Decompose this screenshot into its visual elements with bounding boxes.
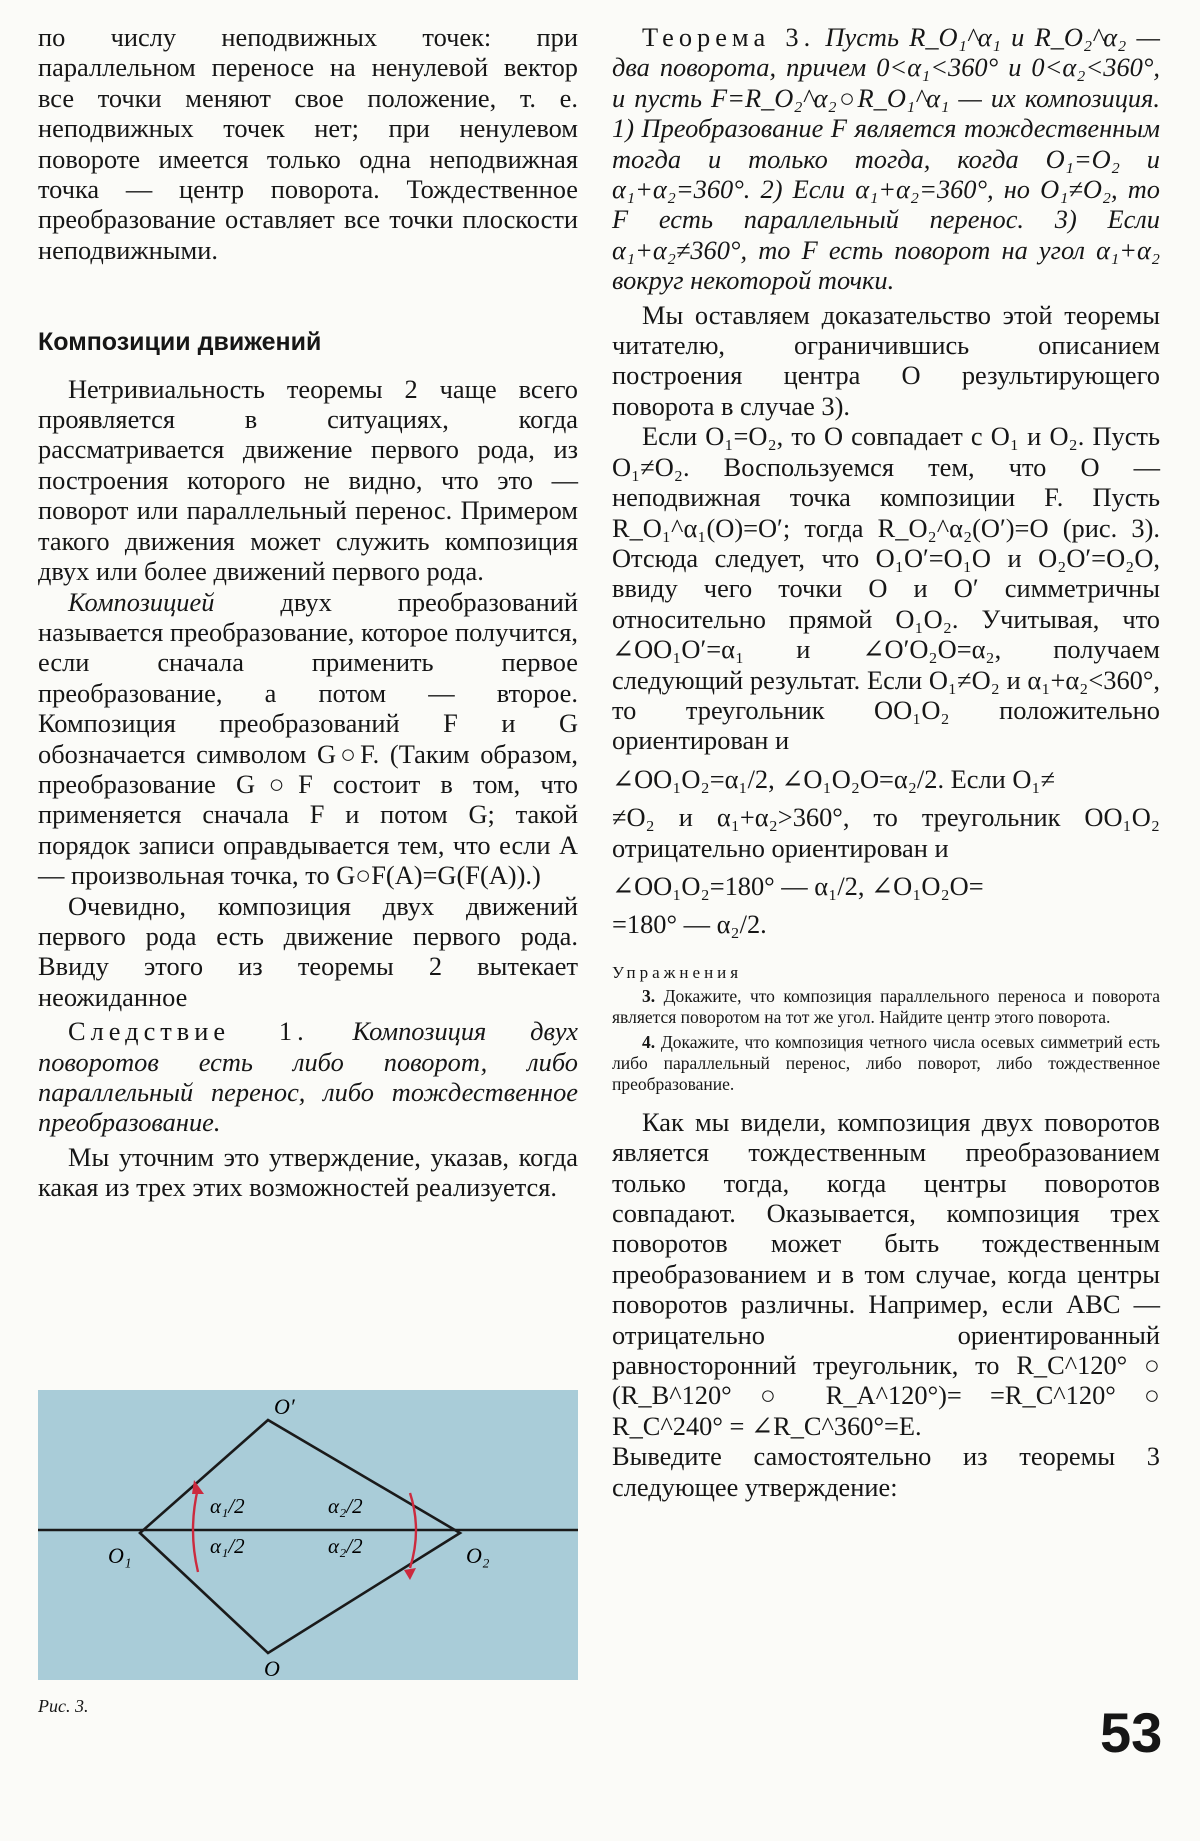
paragraph-composition-definition: Композицией двух преобразований называется преобразование, которое получится, если сначала применить первое преобразование, а потом — второе. Композиция преобразований F и G обозначается символом G○F. (Таким образом, преобразование G○F состоит в том, что применяется сначала F и потом G; такой порядок записи оправдывается тем, что если A — произвольная точка, то G○F(A)=G(F(A)).) — [38, 586, 578, 891]
figure-rotation-diagram — [38, 1390, 578, 1680]
paragraph-proof-left: Мы оставляем доказательство этой теоремы читателю, ограничившись описанием построения центра O результирующего поворота в случае 3). — [612, 299, 1160, 421]
paragraph-construction: Если O₁=O₂, то O совпадает с O₁ и O₂. Пусть O₁≠O₂. Воспользуемся тем, что O — неподвижная точка композиции F. Пусть R_O₁^α₁(O)=O′; тогда R_O₂^α₂(O′)=O (рис. 3). Отсюда следует, что O₁O′=O₁O и O₂O′=O₂O, ввиду чего точки O и O′ симметричны относительно прямой O₁O₂. Учитывая, что ∠OO₁O′=α₁ и ∠O′O₂O=α₂, получаем следующий результат. Если O₁≠O₂ и α₁+α₂<360°, то треугольник OO₁O₂ положительно ориентирован и — [612, 421, 1160, 756]
label-a1-top: α₁/2 — [210, 1494, 245, 1518]
paragraph-obvious: Очевидно, композиция двух движений первого рода есть движение первого рода. Ввиду этого из теоремы 2 вытекает неожиданное — [38, 890, 578, 1012]
section-heading: Композиции движений — [38, 328, 322, 357]
formula-line-3: ∠OO₁O₂=180° — α₁/2, ∠O₁O₂O= — [612, 870, 984, 901]
right-column — [612, 22, 1160, 1502]
theorem-label: Теорема 3. — [642, 22, 816, 52]
label-O: O — [264, 1656, 280, 1680]
label-a2-top: α₂/2 — [328, 1494, 363, 1518]
exercises-title: Упражнения — [612, 962, 743, 982]
label-O1: O₁ — [108, 1543, 132, 1568]
exercise-4: 4. Докажите, что композиция четного числа осевых симметрий есть либо параллельный перенос, либо поворот, либо тождественное преобразование. — [612, 1031, 1160, 1094]
theorem-3: Теорема 3. Пусть R_O₁^α₁ и R_O₂^α₂ — два поворота, причем 0<α₁<360° и 0<α₂<360°, и пусть F=R_O₂^α₂○R_O₁^α₁ — их композиция. 1) Преобразование F является тождественным тогда и только тогда, когда O₁=O₂ и α₁+α₂=360°. 2) Если α₁+α₂=360°, но O₁≠O₂, то F есть параллельный перенос. 3) Если α₁+α₂≠360°, то F есть поворот на угол α₁+α₂ вокруг некоторой точки. — [612, 22, 1161, 296]
term-composition: Композицией — [68, 586, 215, 617]
corollary-label: Следствие 1. — [68, 1016, 309, 1047]
label-a2-bottom: α₂/2 — [328, 1534, 363, 1558]
label-O-prime: O′ — [274, 1394, 295, 1419]
page-number: 53 — [1100, 1701, 1163, 1764]
paragraph-derive: Выведите самостоятельно из теоремы 3 следующее утверждение: — [612, 1441, 1160, 1502]
formula-line-2: ≠O₂ и α₁+α₂>360°, то треугольник OO₁O₂ отрицательно ориентирован и — [612, 802, 1160, 863]
label-a1-bottom: α₁/2 — [210, 1534, 245, 1558]
paragraph-refine: Мы уточним это утверждение, указав, когда какая из трех этих возможностей реализуется. — [38, 1141, 578, 1203]
corollary: Следствие 1. Композиция двух поворотов есть либо поворот, либо параллельный перенос, либо тождественное преобразование. — [38, 1016, 579, 1138]
arc-alpha2-arrow — [404, 1568, 416, 1580]
left-column — [38, 22, 578, 1203]
formula-line-1: ∠OO₁O₂=α₁/2, ∠O₁O₂O=α₂/2. Если O₁≠ — [612, 763, 1056, 794]
rhombus — [140, 1420, 460, 1653]
paragraph-fixed-points: по числу неподвижных точек: при параллельном переносе на ненулевой вектор все точки меняют свое положение, т. е. неподвижных точек нет; при ненулевом повороте имеется только одна неподвижная точка — центр поворота. Тождественное преобразование оставляет все точки плоскости неподвижными. — [38, 22, 578, 265]
paragraph-three-rotations: Как мы видели, композиция двух поворотов является тождественным преобразованием только тогда, когда центры поворотов совпадают. Оказывается, композиция трех поворотов может быть тождественным преобразованием и в том случае, когда центры поворотов различны. Например, если ABC — отрицательно ориентированный равносторонний треугольник, то R_C^120° ○ (R_B^120° ○ R_A^120°)= =R_C^120° ○ R_C^240° = ∠R_C^360°=E. — [612, 1106, 1160, 1441]
paragraph-nontriviality: Нетривиальность теоремы 2 чаще всего проявляется в ситуациях, когда рассматривается движение первого рода, из построения которого не видно, что это — поворот или параллельный перенос. Примером такого движения может служить композиция двух или более движений первого рода. — [38, 373, 578, 587]
formula-line-4: =180° — α₂/2. — [612, 909, 767, 940]
figure-caption: Рис. 3. — [38, 1696, 89, 1716]
label-O2: O₂ — [466, 1543, 490, 1568]
exercise-3: 3. Докажите, что композиция параллельного переноса и поворота является поворотом на тот же угол. Найдите центр этого поворота. — [612, 985, 1160, 1027]
